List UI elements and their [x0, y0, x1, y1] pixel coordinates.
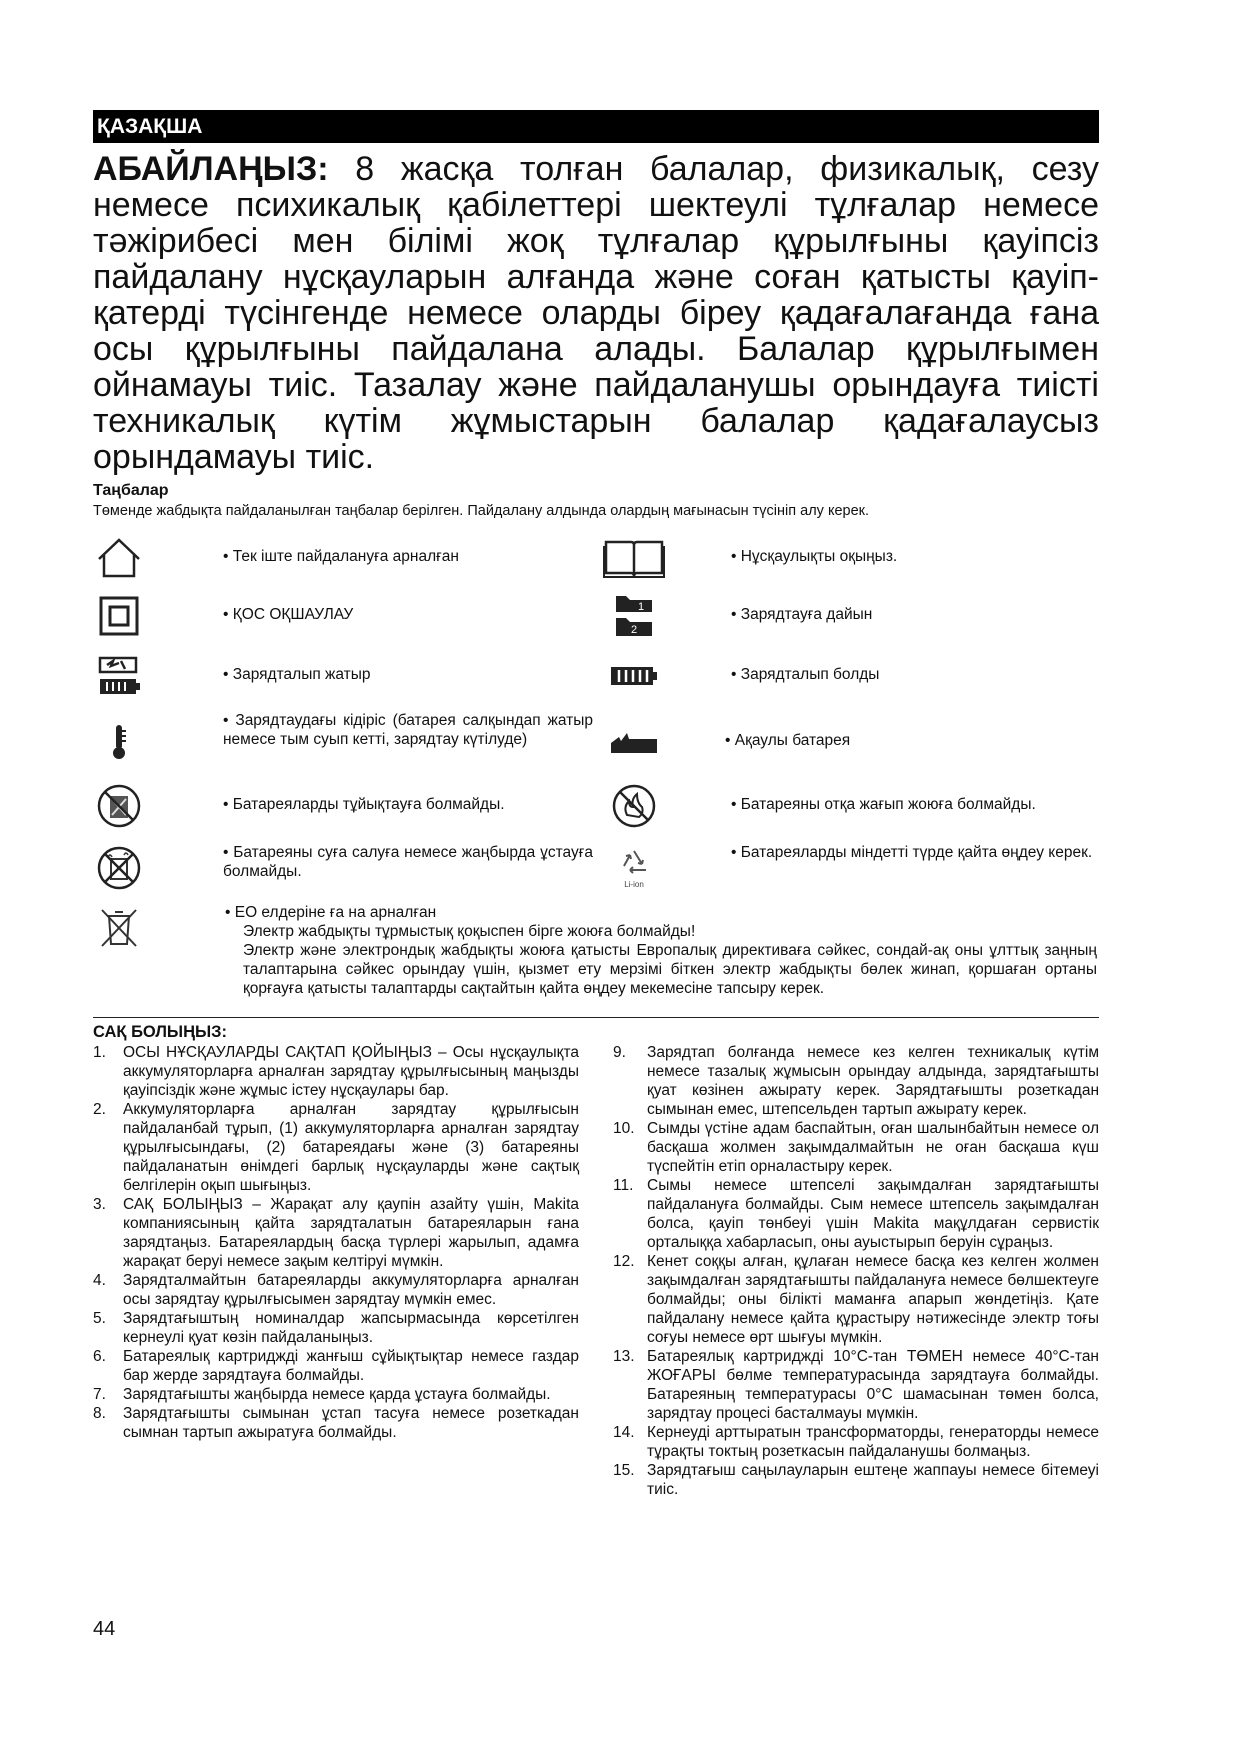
symbol-text: • ҚОС ОҚШАУЛАУ [223, 605, 593, 624]
symbol-charged [597, 651, 1101, 701]
item-number: 4. [93, 1272, 106, 1289]
symbol-text: • Батареяларды тұйықтауға болмайды. [223, 795, 593, 814]
symbol-recycle [597, 843, 1101, 893]
symbols-title: Таңбалар [93, 482, 169, 499]
item-text: Зарядтағыш саңылауларын ештеңе жаппауы немесе бітемеуі тиіс. [647, 1462, 1099, 1498]
weee-no-household: Электр жабдықты тұрмыстық қоқыспен бірге жоюға болмайды! [243, 923, 696, 940]
item-number: 13. [613, 1348, 635, 1365]
item-number: 2. [93, 1101, 106, 1118]
symbol-no-short-circuit [93, 781, 597, 831]
symbol-text: • Зарядталып жатыр [223, 665, 593, 684]
symbol-ready-to-charge [597, 591, 1101, 641]
warning-paragraph [93, 151, 1099, 475]
list-item [93, 1347, 579, 1385]
faulty-battery-icon [597, 711, 671, 773]
no-fire-icon [597, 781, 671, 831]
symbol-text: • Зарядтаудағы кідіріс (батарея салқындап жатыр немесе тым суып кетті, зарядтау күтілуде) [223, 711, 593, 749]
recycle-label: Li-ion [624, 879, 644, 889]
list-item [93, 1043, 579, 1100]
manual-page [93, 110, 1099, 1499]
item-text: Зарядтағышты жаңбырда немесе қарда ұстауға болмайды. [123, 1386, 551, 1403]
symbols-grid [93, 533, 1099, 1013]
item-number: 10. [613, 1120, 635, 1137]
symbol-text: • Зарядталып болды [731, 665, 1106, 684]
item-number: 8. [93, 1405, 106, 1422]
language-header: ҚАЗАҚША [93, 110, 1099, 143]
symbol-charging [93, 651, 597, 701]
weee-block [93, 903, 1099, 1013]
house-icon [93, 533, 145, 583]
item-text: Батареялық картриджді жанғыш сұйықтықтар немесе газдар бар жерде зарядтауға болмайды. [123, 1348, 579, 1384]
charged-icon [597, 651, 671, 701]
symbol-text: • Батареяны суға салуға немесе жаңбырда ұстауға болмайды. [223, 843, 593, 881]
item-number: 9. [613, 1044, 626, 1061]
care-columns [93, 1043, 1099, 1499]
item-number: 7. [93, 1386, 106, 1403]
item-text: Сымды үстіне адам баспайтын, оған шалынбайтын немесе ол басқаша жолмен зақымдалмайтын не оған басқаша күш түспейтін етіп орналастыру керек. [647, 1120, 1099, 1175]
item-text: Зарядтап болғанда немесе кез келген техникалық күтім немесе тазалық жұмысын орындау алдында, зарядтағышты қуат көзінен ажырату керек. Зарядтағышты розеткадан сымынан емес, штепсельден тартып ажырату керек. [647, 1044, 1099, 1118]
thermometer-icon [93, 711, 145, 773]
no-short-circuit-icon [93, 781, 145, 831]
list-item [613, 1043, 1099, 1119]
item-text: Зарядтағыштың номиналдар жапсырмасында көрсетілген кернеулі қуат көзін пайдаланыңыз. [123, 1310, 579, 1346]
item-text: Кернеуді арттыратын трансформаторды, генераторды немесе тұрақты токтың розеткасын пайдаланушы болмаңыз. [647, 1424, 1099, 1460]
list-item [613, 1347, 1099, 1423]
warning-text: 8 жасқа толған балалар, физикалық, сезу немесе психикалық қабілеттері шектеулі тұлғалар немесе тәжірибесі мен білімі жоқ тұлғалар құрылғыны қауіпсіз пайдалану нұсқауларын алғанда және соған қатысты қауіп-қатерді түсінгенде немесе оларды біреу қадағалағанда ғана осы құрылғыны пайдалана алады. Балалар құрылғымен ойнамауы тиіс. Тазалау және пайдаланушы орындауға тиісті техникалық күтім жұмыстарын балалар қадағалаусыз орындамауы тиіс. [93, 150, 1099, 476]
list-item [613, 1423, 1099, 1461]
symbol-double-insulation [93, 591, 597, 641]
list-item [613, 1176, 1099, 1252]
symbol-text: • Батареяларды міндетті түрде қайта өңдеу керек. [731, 843, 1106, 862]
care-column-right [613, 1043, 1099, 1499]
symbol-text: • Зарядтауға дайын [731, 605, 1106, 624]
care-column-left [93, 1043, 579, 1499]
item-number: 15. [613, 1462, 635, 1479]
page-number: 44 [93, 1618, 116, 1640]
care-list-right [613, 1043, 1099, 1499]
weee-directive: Электр және электрондық жабдықты жоюға қатысты Европалық директиваға сәйкес, сондай-ақ оны ұлттық заңның талаптарына сәйкес орындау үшін, қызмет ету мерзімі біткен электр жабдықты бөлек жинап, қоршаған ортаны қорғауға қатысты талаптарды сақтайтын қайта өңдеу мекемесіне тапсыру керек. [243, 942, 1097, 997]
item-text: Сымы немесе штепселі зақымдалған зарядтағышты пайдалануға болмайды. Сым немесе штепсель зақымдалған болса, қауіп төнбеуі үшін Makita мақұлдаған сервистік орталыққа хабарласып, оны ауыстырып беруін сұраңыз. [647, 1177, 1099, 1251]
double-insulation-icon [93, 591, 145, 641]
list-item [613, 1461, 1099, 1499]
item-text: Батареялық картриджді 10°C-тан ТӨМЕН немесе 40°C-тан ЖОҒАРЫ бөлме температурасында зарядтауға болмайды. Батареяның температурасы 0°C шамасынан төмен болса, зарядтау процесі басталмауы мүмкін. [647, 1348, 1099, 1422]
item-number: 14. [613, 1424, 635, 1441]
symbol-charge-delay [93, 711, 597, 773]
recycle-li-ion-icon [597, 843, 671, 893]
section-divider [93, 1017, 1099, 1018]
svg-text:1: 1 [638, 601, 645, 613]
svg-text:2: 2 [631, 624, 638, 636]
symbol-text: • Ақаулы батарея [725, 731, 1100, 750]
book-icon [597, 533, 671, 583]
charging-icon [93, 651, 145, 701]
list-item [93, 1404, 579, 1442]
care-list-left [93, 1043, 579, 1442]
item-text: ОСЫ НҰСҚАУЛАРДЫ САҚТАП ҚОЙЫҢЫЗ – Осы нұсқаулықта аккумуляторларға арналған зарядтау құрылғысының маңызды қауіпсіздік және жұмыс істеу нұсқаулары бар. [123, 1044, 579, 1099]
list-item [93, 1271, 579, 1309]
list-item [613, 1119, 1099, 1176]
symbol-text: • Нұсқаулықты оқыңыз. [731, 547, 1106, 566]
symbol-faulty-battery [597, 711, 1101, 773]
symbol-indoor-use [93, 533, 597, 583]
symbol-text: • Батареяны отқа жағып жоюға болмайды. [731, 795, 1106, 814]
symbol-read-manual [597, 533, 1101, 583]
care-title: САҚ БОЛЫҢЫЗ: [93, 1023, 227, 1041]
item-text: Зарядталмайтын батареяларды аккумуляторларға арналған осы зарядтау құрылғысымен зарядтау мүмкін емес. [123, 1272, 579, 1308]
item-number: 5. [93, 1310, 106, 1327]
item-text: Зарядтағышты сымынан ұстап тасуға немесе розеткадан сымнан тартып ажыратуға болмайды. [123, 1405, 579, 1441]
item-text: САҚ БОЛЫҢЫЗ – Жарақат алу қаупін азайту үшін, Makita компаниясының қайта зарядталатын батареяларын ғана зарядтаңыз. Батареялардың басқа түрлері жарылып, адамға жарақат беруі немесе зақым келтіруі мүмкін. [123, 1196, 579, 1270]
crossed-bin-icon [93, 903, 145, 953]
weee-eu-only: • ЕО елдеріне ға на арналған [225, 904, 437, 921]
warning-lead: АБАЙЛАҢЫЗ: [93, 150, 329, 188]
charge-ready-icon [597, 591, 671, 641]
item-number: 6. [93, 1348, 106, 1365]
symbol-no-fire [597, 781, 1101, 831]
list-item [93, 1100, 579, 1195]
symbols-intro: Төменде жабдықта пайдаланылған таңбалар берілген. Пайдалану алдында олардың мағынасын түсініп алу керек. [93, 503, 870, 519]
item-text: Аккумуляторларға арналған зарядтау құрылғысын пайдаланбай тұрып, (1) аккумуляторларға арналған зарядтау құрылғысындағы, (2) батареядағы және (3) батареяны пайдаланатын өнімдегі барлық нұсқауларды және сақтық белгілерін оқып шығыңыз. [123, 1101, 579, 1194]
list-item [613, 1252, 1099, 1347]
item-number: 3. [93, 1196, 106, 1213]
list-item [93, 1195, 579, 1271]
item-number: 1. [93, 1044, 106, 1061]
symbol-text: • Тек іште пайдалануға арналған [223, 547, 593, 566]
symbol-no-water [93, 843, 597, 893]
item-number: 12. [613, 1253, 635, 1270]
item-text: Кенет соққы алған, құлаған немесе басқа кез келген жолмен зақымдалған зарядтағышты пайдалануға немесе бөлшектеуге болмайды; оны білікті маманға апарып жөндетіңіз. Қате пайдалану немесе қайта құрастыру нәтижесінде электр тоғы соғуы немесе өрт шығуы мүмкін. [647, 1253, 1099, 1346]
list-item [93, 1309, 579, 1347]
item-number: 11. [613, 1177, 634, 1194]
list-item [93, 1385, 579, 1404]
no-water-icon [93, 843, 145, 893]
